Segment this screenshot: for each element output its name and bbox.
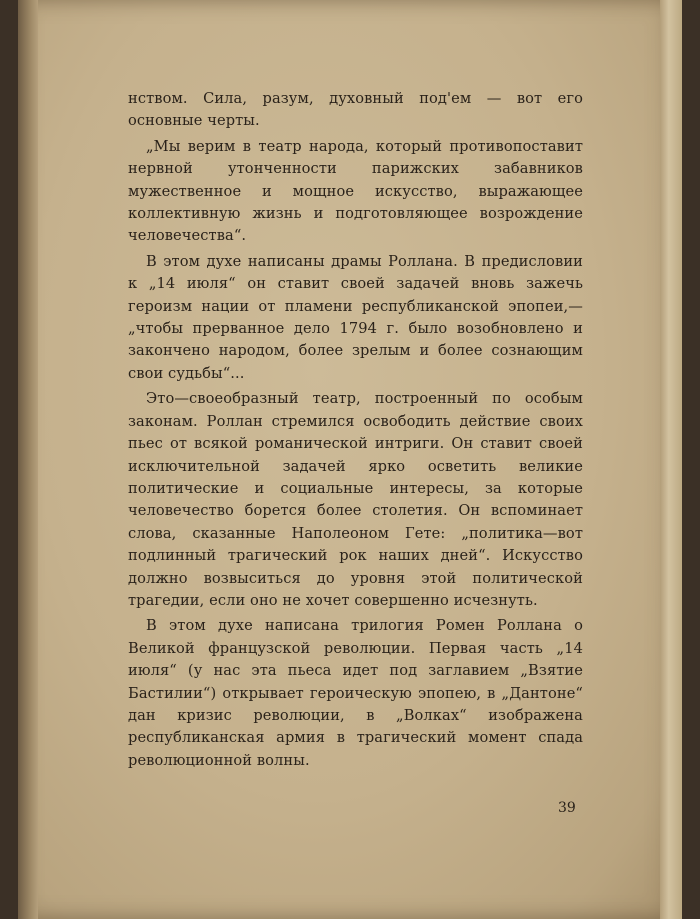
- paragraph-5: В этом духе написана трилогия Ромен Роллана о Великой французской революции. Первая часть „14 июля“ (у нас эта пьеса идет под заглавием „Взятие Бастилии“) открывает героическую эпопею, в „Дантоне“ дан кризис революции, в „Волках“ изображена республиканская армия в трагический момент спада революционной волны.: [128, 617, 583, 769]
- paragraph-2: „Мы верим в театр народа, который противопоставит нервной утонченности парижских забавников мужественное и мощное искусство, выражающее коллективную жизнь и подготовляющее возрождение человечества“.: [128, 137, 583, 245]
- page-edge: [660, 0, 682, 919]
- body-text: [128, 88, 583, 775]
- page-number: 39: [558, 800, 576, 816]
- paragraph-1: нством. Сила, разум, духовный под'ем — вот его основные черты.: [128, 90, 583, 130]
- paragraph-3: В этом духе написаны драмы Роллана. В предисловии к „14 июля“ он ставит своей задачей вновь зажечь героизм нации от пламени республиканской эпопеи,—„чтобы прерванное дело 1794 г. было возобновлено и закончено народом, более зрелым и более сознающим свои судьбы“...: [128, 252, 583, 382]
- page-binding-shadow: [18, 0, 38, 919]
- book-page: [18, 0, 682, 919]
- paragraph-4: Это—своеобразный театр, построенный по особым законам. Роллан стремился освободить действие своих пьес от всякой романической интриги. Он ставит своей исключительной задачей ярко осветить великие политические и социальные интересы, за которые человечество борется более столетия. Он вспоминает слова, сказанные Наполеоном Гете: „политика—вот подлинный трагический рок наших дней“. Искусство должно возвыситься до уровня этой политической трагедии, если оно не хочет совершенно исчезнуть.: [128, 390, 583, 609]
